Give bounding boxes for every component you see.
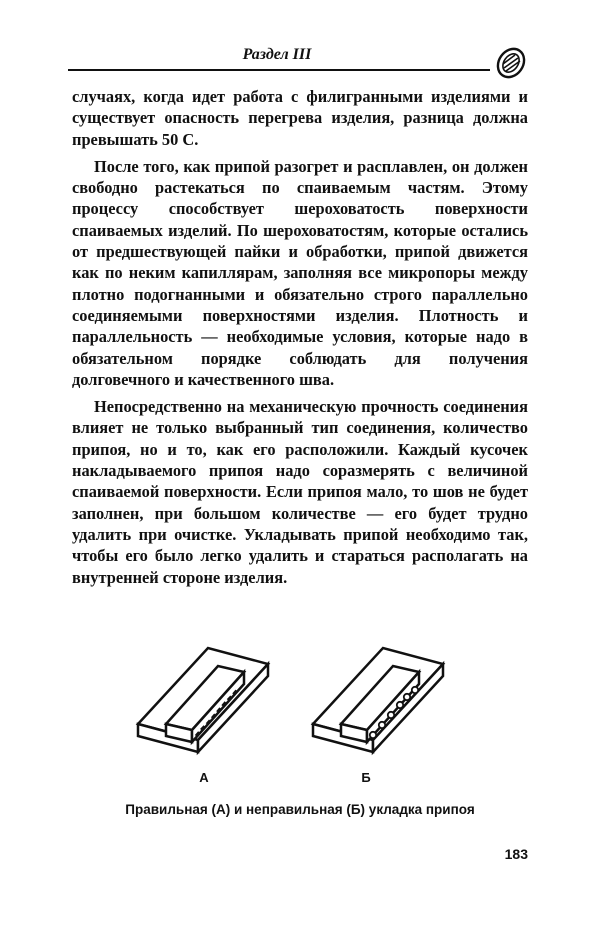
paragraph-1: случаях, когда идет работа с филигранными изделиями и существует опасность перегрева изделия, разница должна превышать 50 С. — [72, 87, 528, 149]
header-rule — [68, 69, 490, 71]
shell-medallion-icon — [494, 46, 528, 80]
page-number: 183 — [504, 846, 528, 862]
correct-placement-drawing — [132, 640, 274, 760]
paragraph-3: Непосредственно на механическую прочность соединения влияет не только выбранный тип соединения, количество припоя, но и то, как его расположили. Каждый кусочек накладываемого припоя надо соразмерять с величиной спаиваемой поверхности. Если припоя мало, то шов не будет заполнен, при большом количестве — его будет трудно удалить при очистке. Укладывать припой необходимо так, чтобы его было легко удалить и стараться располагать на внутренней стороне изделия. — [72, 397, 528, 587]
paragraph-2: После того, как припой разогрет и расплавлен, он должен свободно растекаться по спаиваемым частям. Этому процессу способствует шероховатость поверхности спаиваемых изделий. По шероховатостям, которые остались от предшествующей пайки и обработки, припой движется как по неким капиллярам, заполняя все микропоры между плотно подогнанными и обязательно строго параллельно соединяемыми поверхностями изделия. Плотность и параллельность — необходимые условия, которые надо в обязательном порядке соблюдать для получения долговечного и качественного шва. — [72, 156, 528, 389]
incorrect-placement-drawing — [307, 640, 449, 760]
figure-label-a: А — [199, 770, 209, 785]
solder-placement-figure — [132, 640, 472, 800]
body-text — [72, 86, 528, 594]
section-title: Раздел III — [242, 46, 312, 63]
figure-label-b: Б — [361, 770, 371, 785]
running-header — [68, 46, 538, 76]
figure-caption: Правильная (А) и неправильная (Б) укладка припоя — [125, 802, 475, 817]
